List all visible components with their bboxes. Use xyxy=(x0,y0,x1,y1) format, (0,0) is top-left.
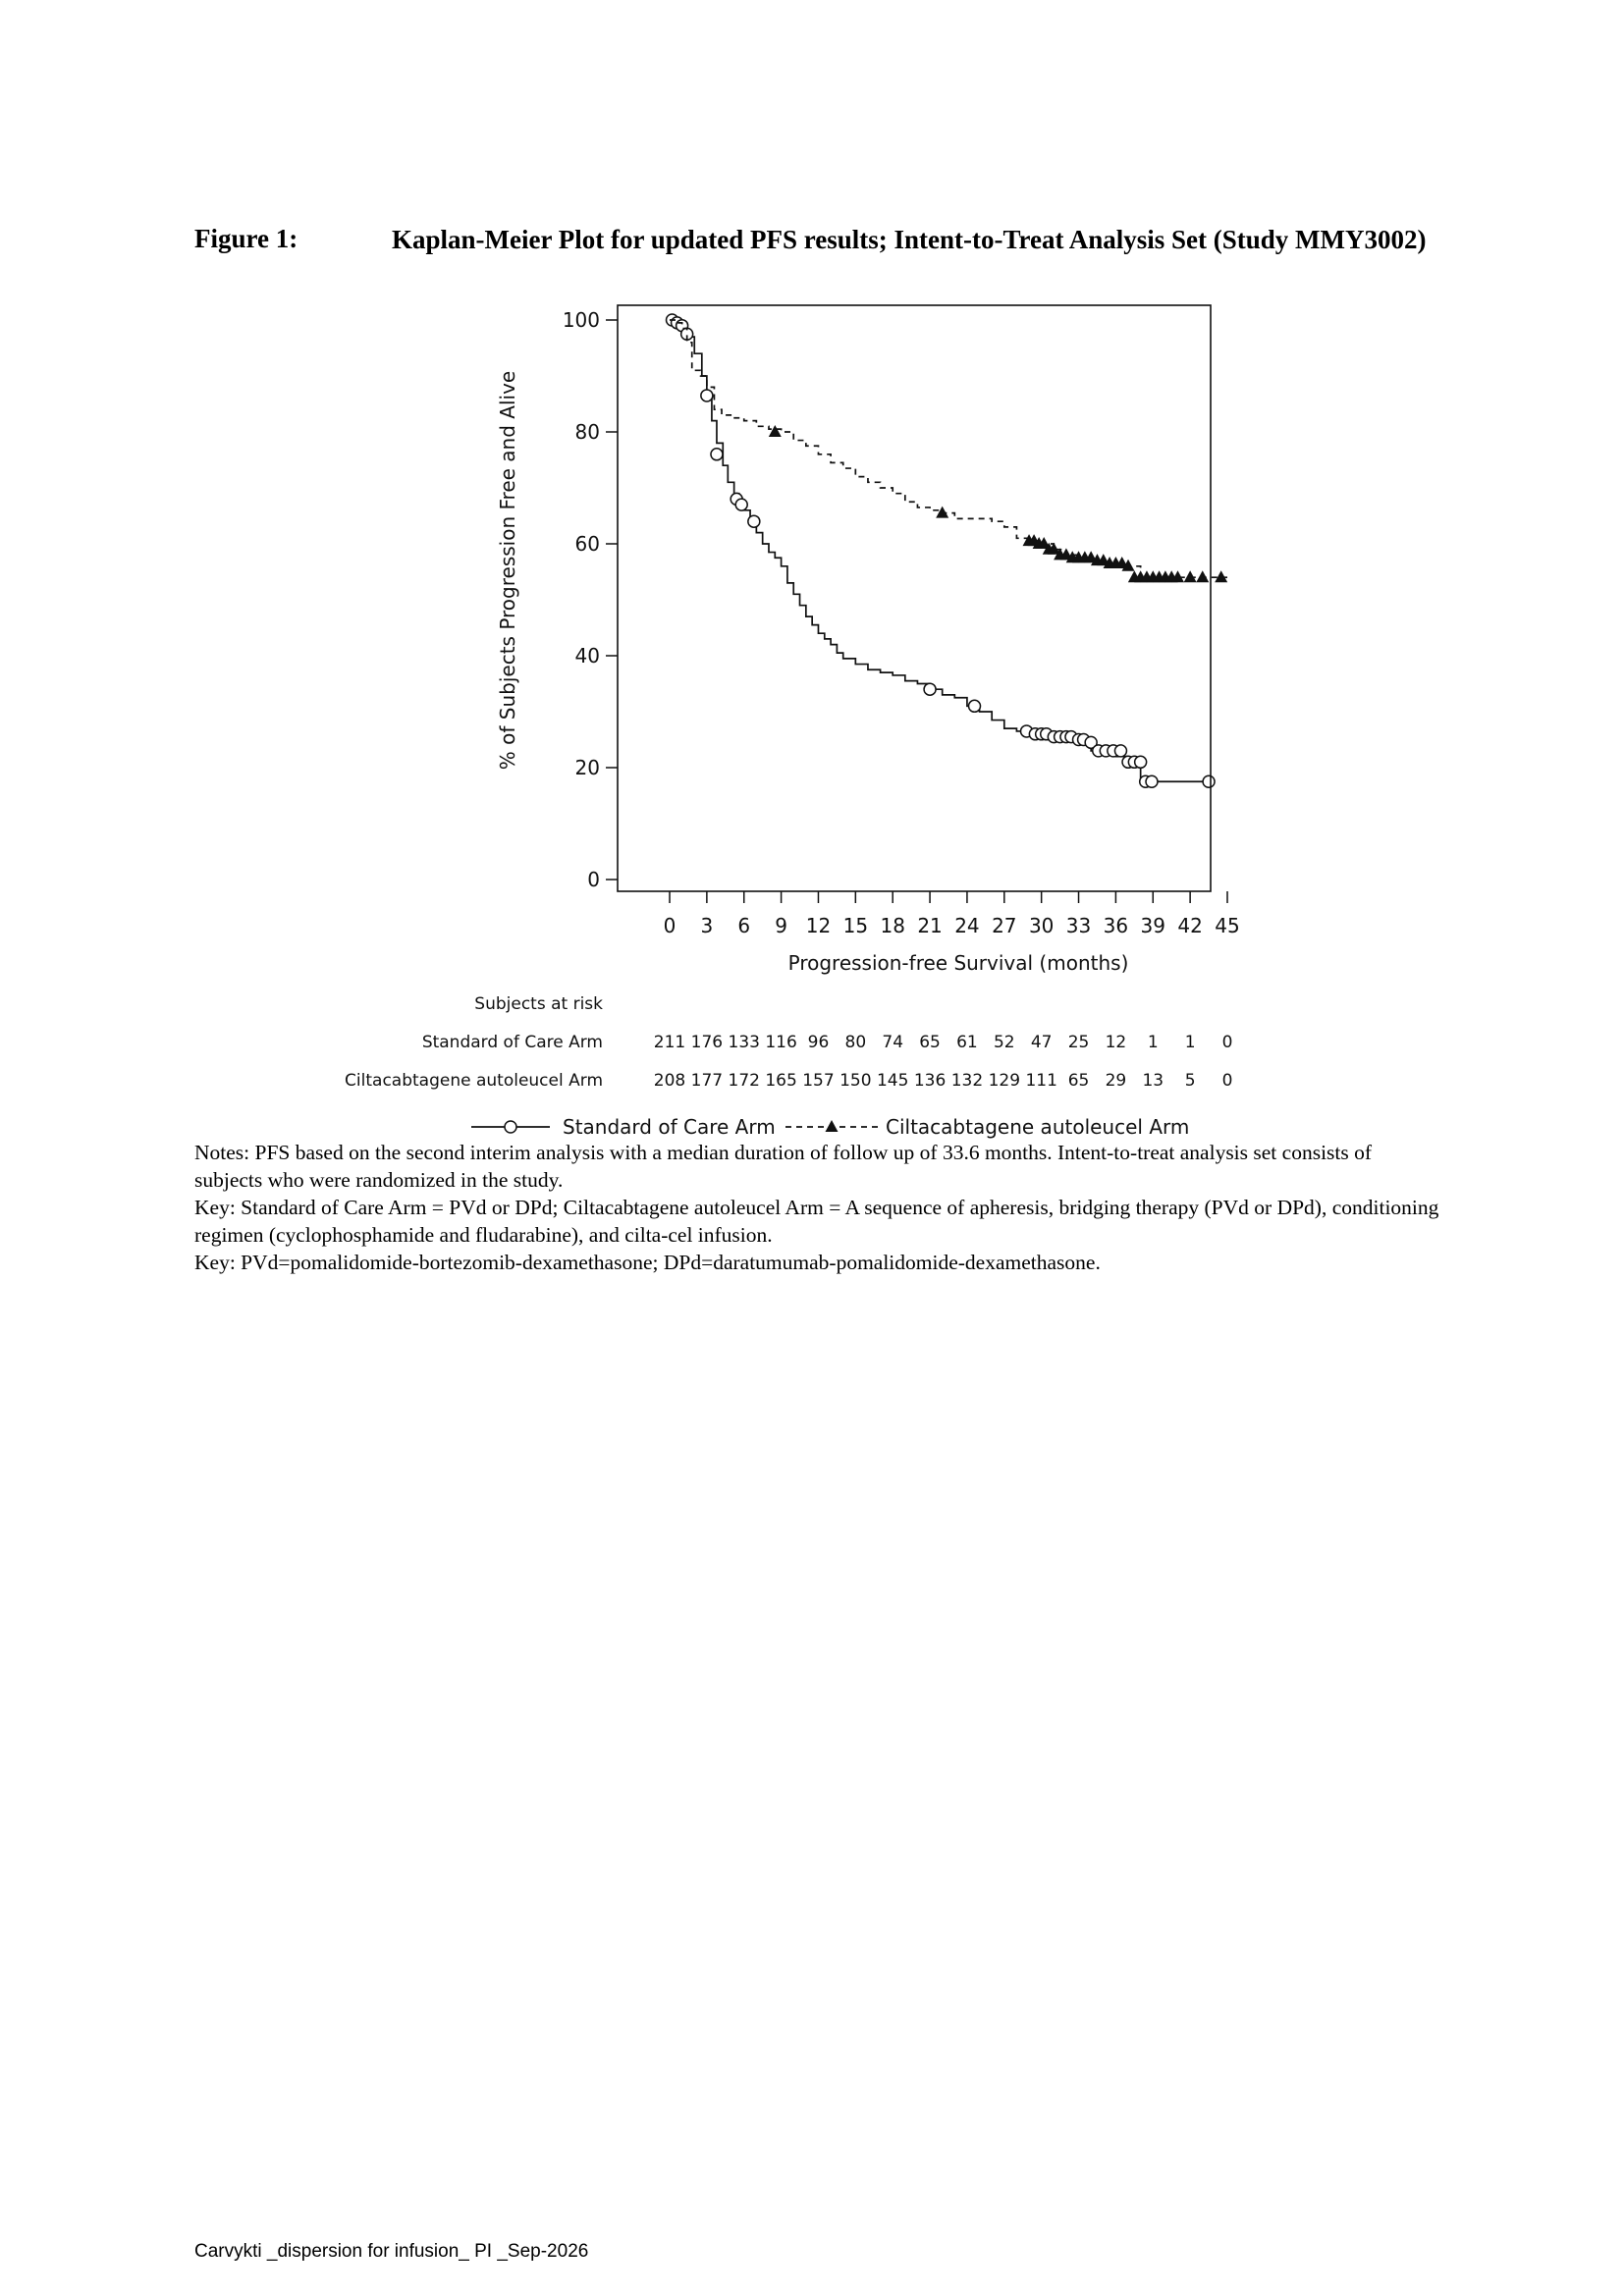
risk-value: 80 xyxy=(844,1033,867,1052)
risk-row-label: Ciltacabtagene autoleucel Arm xyxy=(345,1071,603,1091)
censor-marker xyxy=(1135,756,1147,768)
censor-marker xyxy=(1215,570,1227,582)
km-curve-line xyxy=(670,320,1227,577)
km-curve-line xyxy=(670,320,1209,781)
risk-value: 5 xyxy=(1184,1071,1196,1091)
risk-value: 129 xyxy=(988,1071,1021,1091)
y-tick-label: 0 xyxy=(587,868,600,891)
y-tick-label: 40 xyxy=(574,644,600,667)
risk-value: 176 xyxy=(690,1033,724,1052)
risk-value: 0 xyxy=(1221,1071,1233,1091)
x-tick-label: 39 xyxy=(1140,914,1165,937)
risk-value: 165 xyxy=(765,1071,797,1091)
x-tick-label: 6 xyxy=(737,914,751,937)
figure-label: Figure 1: xyxy=(194,224,298,253)
risk-value: 0 xyxy=(1221,1033,1233,1052)
risk-value: 65 xyxy=(919,1033,941,1052)
censor-marker xyxy=(924,683,936,695)
notes-line-2: Key: Standard of Care Arm = PVd or DPd; Ciltacabtagene autoleucel Arm = A sequence of apheresis, bridging therapy (PVd or DPd), conditioning regimen (cyclophosphamide and fludarabine), and cilta-cel infusion. xyxy=(194,1196,1439,1247)
risk-value: 157 xyxy=(802,1071,835,1091)
risk-value: 25 xyxy=(1067,1033,1090,1052)
y-tick-label: 100 xyxy=(562,308,600,332)
risk-value: 52 xyxy=(993,1033,1015,1052)
risk-value: 1 xyxy=(1184,1033,1196,1052)
x-tick-label: 33 xyxy=(1065,914,1092,937)
censor-marker xyxy=(936,507,948,518)
risk-value: 116 xyxy=(765,1033,797,1052)
risk-value: 96 xyxy=(807,1033,830,1052)
risk-value: 111 xyxy=(1025,1071,1057,1091)
x-tick-label: 24 xyxy=(954,914,980,937)
risk-value: 13 xyxy=(1142,1071,1164,1091)
risk-value: 208 xyxy=(653,1071,686,1091)
x-tick-label: 21 xyxy=(917,914,943,937)
risk-table xyxy=(345,994,1232,1091)
censor-marker xyxy=(969,700,981,712)
censor-marker xyxy=(1114,745,1126,757)
risk-row-label: Standard of Care Arm xyxy=(421,1033,603,1052)
risk-value: 211 xyxy=(653,1033,686,1052)
legend-marker-cilta xyxy=(826,1120,839,1132)
x-tick-label: 9 xyxy=(775,914,787,937)
censor-marker xyxy=(769,425,782,437)
x-tick-label: 18 xyxy=(880,914,905,937)
figure-title: Kaplan-Meier Plot for updated PFS results; Intent-to-Treat Analysis Set (Study MMY3002) xyxy=(392,225,1427,254)
censor-marker xyxy=(1203,775,1215,787)
legend-marker-standard xyxy=(505,1121,516,1133)
censor-marker xyxy=(1146,775,1158,787)
censor-marker xyxy=(748,515,760,527)
legend xyxy=(471,1115,1189,1139)
censor-marker xyxy=(711,449,723,460)
x-tick-label: 3 xyxy=(700,914,714,937)
risk-value: 47 xyxy=(1030,1033,1053,1052)
y-tick-label: 60 xyxy=(574,532,600,556)
y-tick-label: 80 xyxy=(574,420,600,444)
risk-value: 177 xyxy=(690,1071,724,1091)
risk-value: 74 xyxy=(882,1033,904,1052)
risk-value: 12 xyxy=(1105,1033,1127,1052)
x-tick-label: 36 xyxy=(1103,914,1129,937)
risk-value: 132 xyxy=(950,1071,984,1091)
censor-marker xyxy=(701,390,713,401)
x-tick-label: 30 xyxy=(1028,914,1055,937)
x-tick-label: 42 xyxy=(1177,914,1203,937)
footer-text: Carvykti _dispersion for infusion_ PI _Sep-2026 xyxy=(194,2241,589,2262)
risk-table-title: Subjects at risk xyxy=(474,994,603,1014)
risk-value: 29 xyxy=(1105,1071,1127,1091)
legend-label-cilta: Ciltacabtagene autoleucel Arm xyxy=(886,1115,1190,1139)
censor-marker xyxy=(1184,570,1197,582)
x-tick-label: 45 xyxy=(1215,914,1240,937)
series-ciltacabtagene xyxy=(670,320,1227,582)
risk-value: 1 xyxy=(1147,1033,1159,1052)
risk-value: 61 xyxy=(956,1033,978,1052)
x-tick-label: 27 xyxy=(992,914,1017,937)
censor-marker xyxy=(1196,570,1209,582)
censor-marker xyxy=(735,499,747,510)
y-tick-label: 20 xyxy=(574,756,600,779)
x-axis-title: Progression-free Survival (months) xyxy=(787,951,1129,975)
legend-label-standard: Standard of Care Arm xyxy=(563,1115,776,1139)
notes xyxy=(194,1139,1441,1276)
y-axis-title: % of Subjects Progression Free and Alive xyxy=(496,370,519,771)
risk-value: 150 xyxy=(839,1071,872,1091)
notes-line-1: Notes: PFS based on the second interim analysis with a median duration of follow up of 33.6 months. Intent-to-treat analysis set consists of subjects who were randomized in the study. xyxy=(194,1141,1373,1192)
x-tick-label: 0 xyxy=(663,914,677,937)
axes xyxy=(496,305,1240,975)
risk-value: 136 xyxy=(913,1071,947,1091)
risk-value: 172 xyxy=(728,1071,760,1091)
x-tick-label: 12 xyxy=(805,914,832,937)
notes-line-3: Key: PVd=pomalidomide-bortezomib-dexamethasone; DPd=daratumumab-pomalidomide-dexamethasone. xyxy=(194,1251,1101,1274)
km-chart xyxy=(345,294,1240,1139)
plot-area xyxy=(667,314,1228,787)
series-standard-of-care xyxy=(667,314,1216,787)
x-tick-label: 15 xyxy=(842,914,869,937)
risk-value: 145 xyxy=(876,1071,909,1091)
risk-value: 65 xyxy=(1067,1071,1090,1091)
risk-value: 133 xyxy=(728,1033,760,1052)
